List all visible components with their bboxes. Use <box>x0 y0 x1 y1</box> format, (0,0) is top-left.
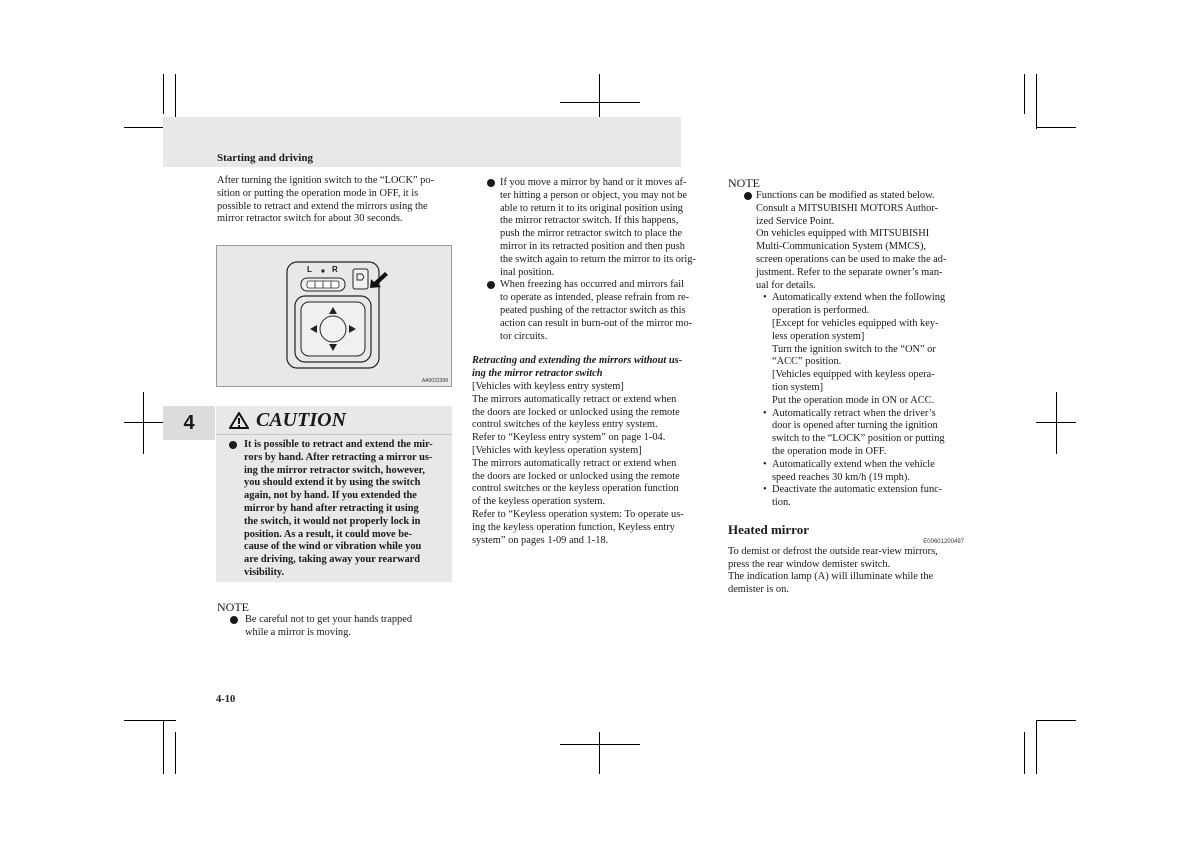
dot-marker-icon: • <box>763 484 767 496</box>
text-line: while a mirror is moving. <box>245 626 351 638</box>
text-line: control switches of the keyless entry system. <box>472 419 658 431</box>
crop-mark <box>175 732 176 774</box>
heated-mirror-heading: Heated mirror <box>728 521 809 537</box>
text-line: sition or putting the operation mode in OFF, it is <box>217 187 419 199</box>
text-line: If you move a mirror by hand or it moves af- <box>500 177 687 188</box>
dot-marker-icon: • <box>763 407 767 419</box>
text-line: the doors are locked or unlocked using the remote <box>472 406 680 418</box>
text-line: mirror retractor switch for about 30 seconds. <box>217 213 403 225</box>
text-line: demister is on. <box>728 584 789 596</box>
crop-mark <box>1036 127 1076 128</box>
crop-mark <box>1036 720 1037 774</box>
text-line: speed reaches 30 km/h (19 mph). <box>772 471 910 483</box>
text-line: [Vehicles with keyless entry system] <box>472 380 624 392</box>
text-line: the mirror retractor switch. If this happens, <box>500 215 679 227</box>
bullet-dot-icon <box>744 192 752 200</box>
crop-mark <box>1024 732 1025 774</box>
bullet-dot-icon <box>229 441 237 449</box>
crop-mark <box>143 392 144 454</box>
text-line: the switch, it would not properly lock in <box>244 515 421 527</box>
text-line: Multi-Communication System (MMCS), <box>756 241 927 253</box>
text-line: peated pushing of the retractor switch as this <box>500 304 686 316</box>
text-line: the switch again to return the mirror to its orig- <box>500 253 696 265</box>
list-item <box>472 177 708 279</box>
sub-list-item <box>728 292 964 407</box>
text-line: Turn the ignition switch to the “ON” or <box>772 343 936 355</box>
heated-mirror-body <box>728 546 964 597</box>
text-line: system” on pages 1-09 and 1-18. <box>472 534 609 546</box>
text-line: operation is performed. <box>772 305 870 317</box>
text-line: tion system] <box>772 381 824 393</box>
subsection-body <box>472 381 708 547</box>
text-line: ized Service Point. <box>756 215 835 227</box>
text-line: [Except for vehicles equipped with key- <box>772 317 939 329</box>
chapter-tab: 4 <box>163 406 215 440</box>
text-line: push the mirror retractor switch to place the <box>500 228 683 240</box>
note-block-1 <box>217 600 452 640</box>
caution-title: CAUTION <box>256 409 347 431</box>
text-line: position. As a result, it could move be- <box>244 528 413 540</box>
figure-code: AA0022398 <box>421 378 448 384</box>
note-bullet <box>728 190 964 292</box>
text-line: tor circuits. <box>500 330 548 342</box>
crop-mark <box>560 744 640 745</box>
text-line: The mirrors automatically retract or extend when <box>472 457 677 469</box>
text-line: [Vehicles equipped with keyless opera- <box>772 369 935 381</box>
text-line: ter hitting a person or object, you may not be <box>500 189 687 201</box>
warning-triangle-icon <box>229 412 249 429</box>
mirror-switch-figure <box>216 245 452 387</box>
bullet-dot-icon <box>230 616 238 624</box>
text-line: justment. Refer to the separate owner’s man- <box>756 266 943 278</box>
text-line: tion. <box>772 497 791 509</box>
text-line: the doors are locked or unlocked using the remote <box>472 470 680 482</box>
text-line: ing the keyless operation function, Keyless entry <box>472 521 675 533</box>
text-line: [Vehicles with keyless operation system] <box>472 444 642 456</box>
section-title: Starting and driving <box>217 152 313 164</box>
text-line: The indication lamp (A) will illuminate while the <box>728 571 934 583</box>
heated-mirror-code-row <box>728 537 964 546</box>
text-line: Consult a MITSUBISHI MOTORS Author- <box>756 202 939 214</box>
column-3 <box>728 176 964 597</box>
sub-list-item <box>728 408 964 459</box>
text-line: press the rear window demister switch. <box>728 558 891 570</box>
text-line: mirror by hand after retracting it using <box>244 502 419 514</box>
crop-mark <box>163 720 164 774</box>
text-line: inal position. <box>500 266 555 278</box>
text-line: visibility. <box>244 566 285 578</box>
text-line: Automatically extend when the vehicle <box>772 458 935 470</box>
crop-mark <box>1036 74 1037 129</box>
text-line: ual for details. <box>756 279 816 291</box>
text-line: After turning the ignition switch to the “LOCK” po- <box>217 175 435 186</box>
crop-mark <box>560 102 640 103</box>
text-line: the operation mode in OFF. <box>772 445 887 457</box>
sub-list-item <box>728 459 964 485</box>
text-line: Refer to “Keyless entry system” on page 1-04. <box>472 432 666 444</box>
text-line: The mirrors automatically retract or extend when <box>472 393 677 405</box>
text-line: to operate as intended, please refrain from re- <box>500 292 690 304</box>
text-line: Deactivate the automatic extension func- <box>772 484 943 496</box>
text-line: action can result in burn-out of the mirror mo- <box>500 317 693 329</box>
column-2 <box>472 177 708 547</box>
left-label: L <box>307 265 312 274</box>
caution-header <box>216 406 452 435</box>
text-line: Be careful not to get your hands trapped <box>245 614 413 625</box>
text-line: rors by hand. After retracting a mirror us- <box>244 451 433 463</box>
text-line: of the keyless operation system. <box>472 496 606 508</box>
text-line: able to return it to its original position using <box>500 202 683 214</box>
text-line: again, not by hand. If you extended the <box>244 490 417 502</box>
crop-mark <box>124 422 164 423</box>
dot-marker-icon: • <box>763 458 767 470</box>
text-line: less operation system] <box>772 330 865 342</box>
crop-mark <box>1036 720 1076 721</box>
text-line: ing the mirror retractor switch, however, <box>244 464 425 476</box>
intro-paragraph <box>217 175 452 226</box>
text-line: When freezing has occurred and mirrors fail <box>500 279 685 291</box>
page-number: 4-10 <box>216 694 236 705</box>
bullet-dot-icon <box>487 179 495 187</box>
text-line: Functions can be modified as stated below. <box>756 190 935 201</box>
text-line: door is opened after turning the ignition <box>772 420 938 432</box>
text-line: Refer to “Keyless operation system: To operate us- <box>472 508 684 520</box>
crop-mark <box>124 720 176 721</box>
text-line: Retracting and extending the mirrors without us- <box>472 355 683 367</box>
text-line: Automatically retract when the driver’s <box>772 407 936 419</box>
text-line: “ACC” position. <box>772 356 842 368</box>
caution-bullet <box>216 439 476 580</box>
text-line: screen operations can be used to make the ad- <box>756 253 947 265</box>
text-line: ing the mirror retractor switch <box>472 368 603 380</box>
text-line: Put the operation mode in ON or ACC. <box>772 394 935 406</box>
note-bullet <box>217 614 452 640</box>
text-line: Automatically extend when the following <box>772 292 946 304</box>
note-label: NOTE <box>217 600 249 614</box>
text-line: possible to retract and extend the mirrors using the <box>217 200 428 212</box>
crop-mark <box>1024 74 1025 114</box>
note-label: NOTE <box>728 176 760 190</box>
crop-mark <box>1056 392 1057 454</box>
caution-box <box>216 406 452 582</box>
crop-mark <box>599 732 600 774</box>
text-line: cause of the wind or vibration while you <box>244 541 422 553</box>
text-line: you should extend it by using the switch <box>244 477 421 489</box>
bullet-dot-icon <box>487 281 495 289</box>
text-line: control switches or the keyless operation function <box>472 483 679 495</box>
sub-list-item <box>728 484 964 510</box>
dot-marker-icon: • <box>763 292 767 304</box>
text-line: mirror in its retracted position and then push <box>500 240 685 252</box>
crop-mark <box>163 74 164 114</box>
right-label: R <box>332 265 338 274</box>
text-line: On vehicles equipped with MITSUBISHI <box>756 228 930 240</box>
subsection-heading <box>472 355 708 381</box>
text-line: are driving, taking away your rearward <box>244 554 421 566</box>
list-item <box>472 279 708 343</box>
heated-mirror-code: E00601200497 <box>923 538 964 545</box>
text-line: It is possible to retract and extend the mir- <box>244 439 433 450</box>
text-line: switch to the “LOCK” position or putting <box>772 433 945 445</box>
text-line: To demist or defrost the outside rear-view mirrors, <box>728 545 938 557</box>
